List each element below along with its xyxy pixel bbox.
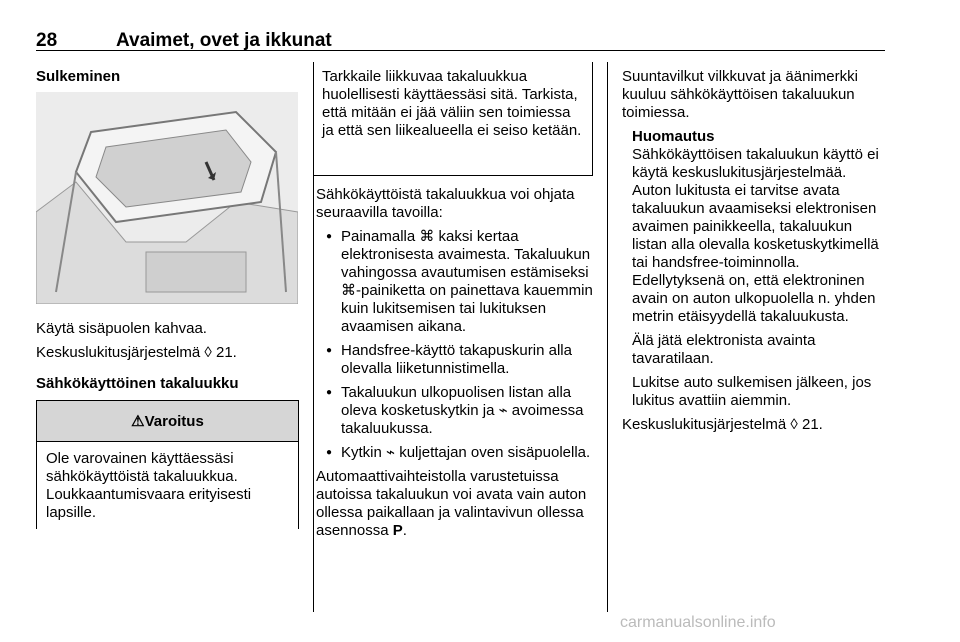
list-item: ● Kytkin ⌁ kuljettajan oven sisäpuolella. [316,444,594,462]
gear-p: P [392,522,403,539]
list-item: ● Takaluukun ulkopuolisen listan alla oleva kosketuskytkin ja ⌁ avoimessa takaluukussa. [316,384,594,438]
note-p2: Älä jätä elektronista avainta tavaratilaan. [632,332,816,367]
heading-power-tailgate: Sähkökäyttöinen takaluukku [36,375,239,392]
header-rule [36,50,885,51]
page-header [36,30,332,52]
methods-list [316,228,594,462]
warning-continuation-box: Tarkkaile liikkuvaa takaluukkua huolellisesti käyttäessäsi sitä. Tarkista, että mitään ei jää väliin sen toimiessa ja että sen liikealueella ei seiso ketään. [313,62,593,176]
page-number: 28 [36,30,58,51]
middle-text [316,186,594,546]
heading-closing: Sulkeminen [36,68,121,85]
tailgate-illustration [36,92,298,304]
warning-title: ⚠Varoitus [37,401,298,442]
note-p1: Sähkökäyttöisen takaluukun käyttö ei käytä keskuslukitusjärjestelmää. Auton lukitusta ei tarvitse avata takaluukun avaamiseksi elektronisen avaimen painikkeella, takaluukun listan alla olevalla kosketuskytkimellä tai handsfree-toiminnolla. Edellytyksenä on, että elektroninen avain on auton ulkopuolella n. yhden metrin etäisyydellä takaluukusta. [632,146,879,325]
warning-text: Ole varovainen käyttäessäsi sähkökäyttöistä takaluukkua. Loukkaantumisvaara erityisesti lapsille. [46,450,252,521]
note-title: Huomautus [632,128,715,145]
para-handle: Käytä sisäpuolen kahvaa. [36,320,207,337]
left-text [36,320,301,368]
column-divider-right [607,62,608,612]
intro: Sähkökäyttöistä takaluukkua voi ohjata seuraavilla tavoilla: [316,186,575,221]
right-text [622,68,886,440]
para-lock-ref: Keskuslukitusjärjestelmä ◊ 21. [36,344,237,361]
list-item: ● Handsfree-käyttö takapuskurin alla olevalla liiketunnistimella. [316,342,594,378]
para-lock-ref-right: Keskuslukitusjärjestelmä ◊ 21. [622,416,823,433]
auto-transmission-para [316,468,594,540]
note-p3: Lukitse auto sulkemisen jälkeen, jos lukitus avattiin aiemmin. [632,374,872,409]
warning-box [36,400,299,529]
para-signals: Suuntavilkut vilkkuvat ja äänimerkki kuuluu sähkökäyttöisen takaluukun toimiessa. [622,68,858,121]
list-item: ● Painamalla ⌘ kaksi kertaa elektronisesta avaimesta. Takaluukun vahingossa avautumisen estämiseksi ⌘-painiketta on painettava kauemmin kuin lukitsemisen tai lukituksen avaamisen aikana. [316,228,594,336]
chapter-title: Avaimet, ovet ja ikkunat [116,30,332,51]
auto-para-end: . [402,522,407,539]
watermark: carmanualsonline.info [620,614,776,631]
auto-para-main: Automaattivaihteistolla varustetuissa autoissa takaluukun voi avata vain auton ollessa paikallaan ja valintavivun ollessa asennossa [316,468,587,539]
note-block [622,128,886,410]
